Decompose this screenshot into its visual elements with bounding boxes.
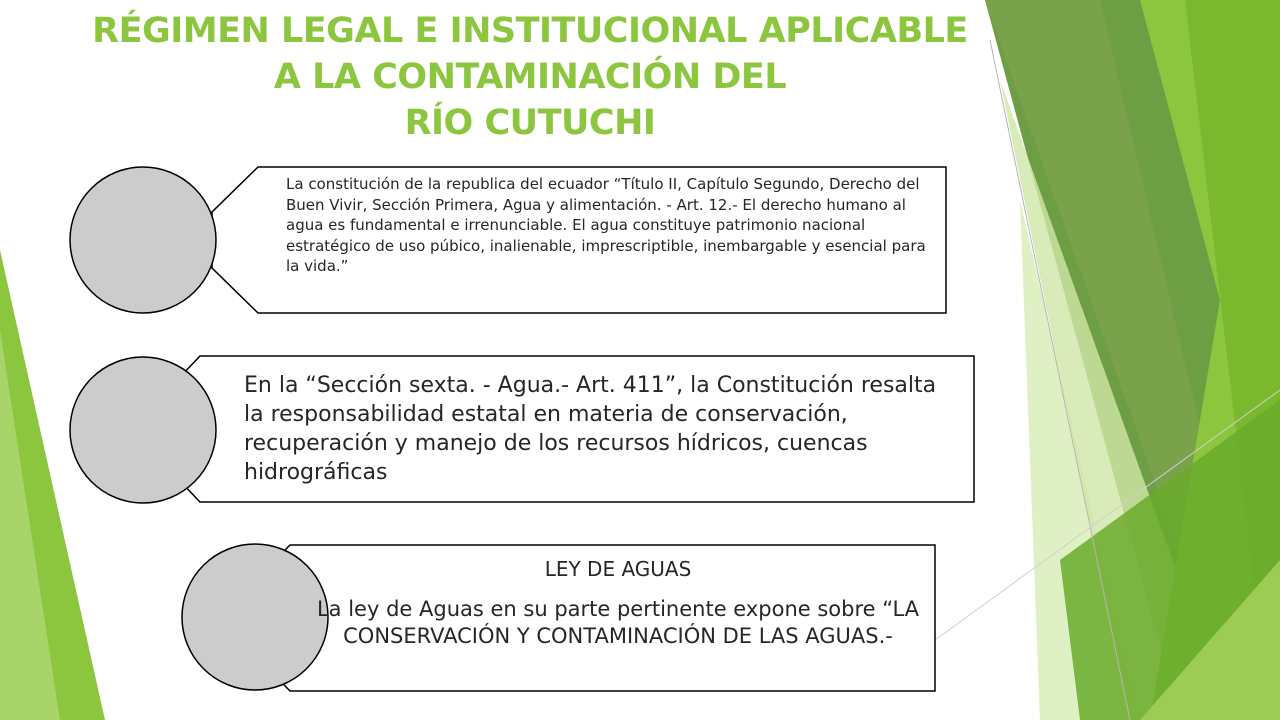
title-line-2: A LA CONTAMINACIÓN DEL — [273, 57, 787, 97]
title-line-1: RÉGIMEN LEGAL E INSTITUCIONAL APLICABLE — [92, 11, 968, 51]
item2-circle — [70, 357, 216, 503]
item3-heading: LEY DE AGUAS — [544, 557, 692, 581]
item3-text: La ley de Aguas en su parte pertinente expone sobre “LA CONSERVACIÓN Y CONTAMINACIÓN DE LAS AGUAS.- — [316, 597, 920, 648]
title-line-3: RÍO CUTUCHI — [404, 103, 656, 143]
item2-text: En la “Sección sexta. - Agua.- Art. 411”, la Constitución resalta la responsabilidad estatal en materia de conservación, recuperación y manejo de los recursos hídricos, cuencas hidrográficas — [244, 373, 937, 485]
item1-text: La constitución de la republica del ecuador “Título II, Capítulo Segundo, Derecho del Buen Vivir, Sección Primera, Agua y alimentación. - Art. 12.- El derecho humano al agua es fundamental e irrenunciable. El agua constituye patrimonio nacional estratégico de uso púbico, inalienable, imprescriptible, inembargable y esencial para la vida.” — [286, 175, 926, 275]
item1-circle — [70, 167, 216, 313]
